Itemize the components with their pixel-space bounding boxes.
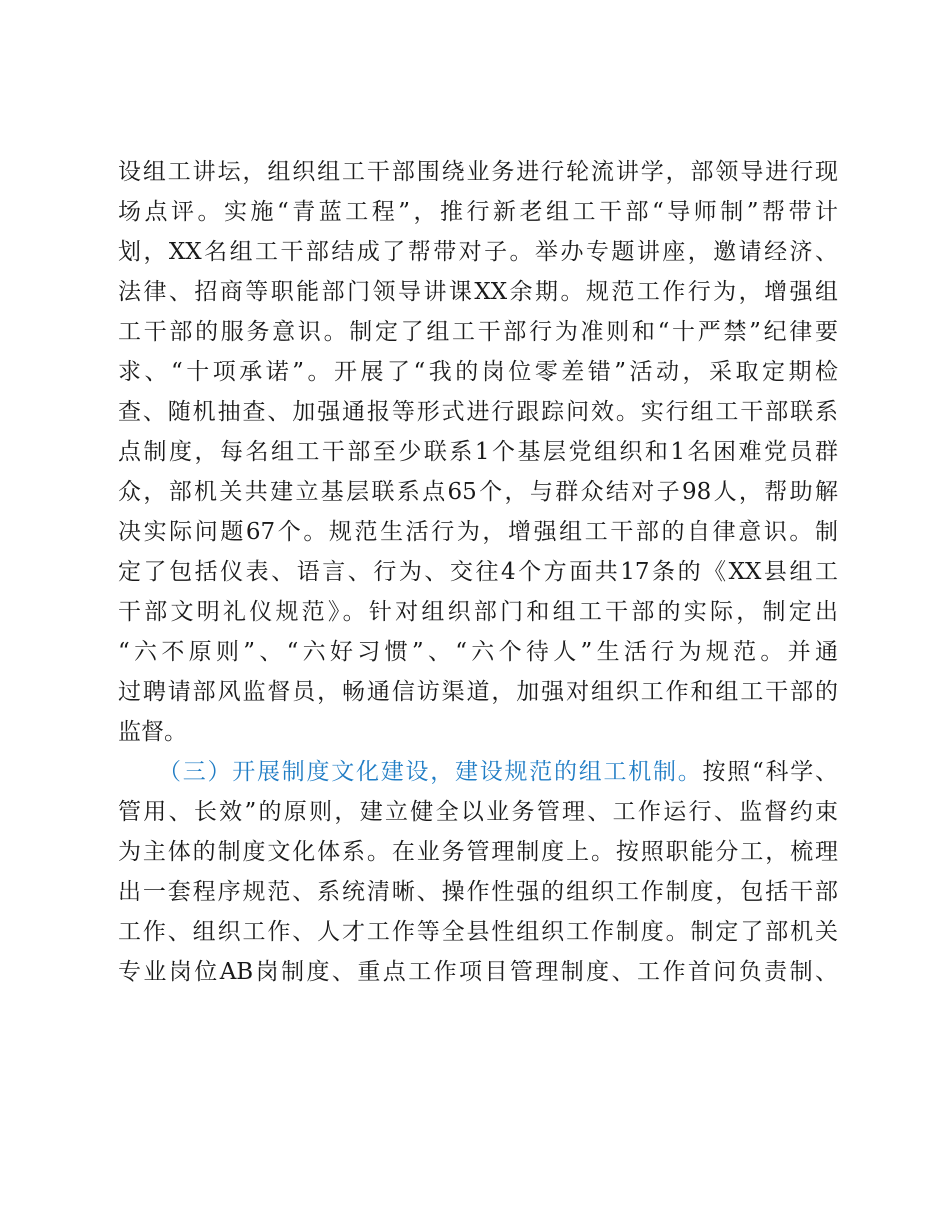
text-line: 决实际问题67个。规范生活行为，增强组工干部的自律意识。制 — [118, 519, 838, 545]
section-heading: （三）开展制度文化建设，建设规范的组工机制。 — [158, 759, 703, 785]
text-line: 出一套程序规范、系统清晰、操作性强的组织工作制度，包括干部 — [118, 879, 838, 905]
text-line: 查、随机抽查、加强通报等形式进行跟踪问效。实行组工干部联系 — [118, 399, 838, 425]
text-line: 工干部的服务意识。制定了组工干部行为准则和“十严禁”纪律要 — [118, 319, 838, 345]
text-line: 点制度，每名组工干部至少联系1个基层党组织和1名困难党员群 — [118, 439, 838, 465]
paragraph-1 — [118, 152, 838, 752]
text-line: 管用、长效”的原则，建立健全以业务管理、工作运行、监督约束 — [118, 799, 838, 825]
paragraph-2 — [118, 752, 838, 992]
body-text — [118, 152, 838, 992]
text-line: 划，XX名组工干部结成了帮带对子。举办专题讲座，邀请经济、 — [118, 239, 838, 265]
text-line: 定了包括仪表、语言、行为、交往4个方面共17条的《XX县组工 — [118, 559, 838, 585]
text-line: 监督。 — [118, 719, 187, 745]
text-line: 设组工讲坛，组织组工干部围绕业务进行轮流讲学，部领导进行现 — [118, 159, 838, 185]
text-line: 工作、组织工作、人才工作等全县性组织工作制度。制定了部机关 — [118, 919, 838, 945]
text-line: 干部文明礼仪规范》。针对组织部门和组工干部的实际，制定出 — [118, 599, 838, 625]
text-line: 众，部机关共建立基层联系点65个，与群众结对子98人，帮助解 — [118, 479, 838, 505]
text-line: “六不原则”、“六好习惯”、“六个待人”生活行为规范。并通 — [118, 639, 838, 665]
text-line: 过聘请部风监督员，畅通信访渠道，加强对组织工作和组工干部的 — [118, 679, 838, 705]
text-line: 场点评。实施“青蓝工程”，推行新老组工干部“导师制”帮带计 — [118, 199, 838, 225]
text-line: 求、“十项承诺”。开展了“我的岗位零差错”活动，采取定期检 — [118, 359, 838, 385]
heading-line-rest: 按照“科学、 — [702, 759, 839, 785]
text-line: 专业岗位AB岗制度、重点工作项目管理制度、工作首问负责制、 — [118, 959, 838, 985]
text-line — [118, 752, 838, 792]
text-line: 为主体的制度文化体系。在业务管理制度上。按照职能分工，梳理 — [118, 839, 838, 865]
text-line: 法律、招商等职能部门领导讲课XX余期。规范工作行为，增强组 — [118, 279, 838, 305]
